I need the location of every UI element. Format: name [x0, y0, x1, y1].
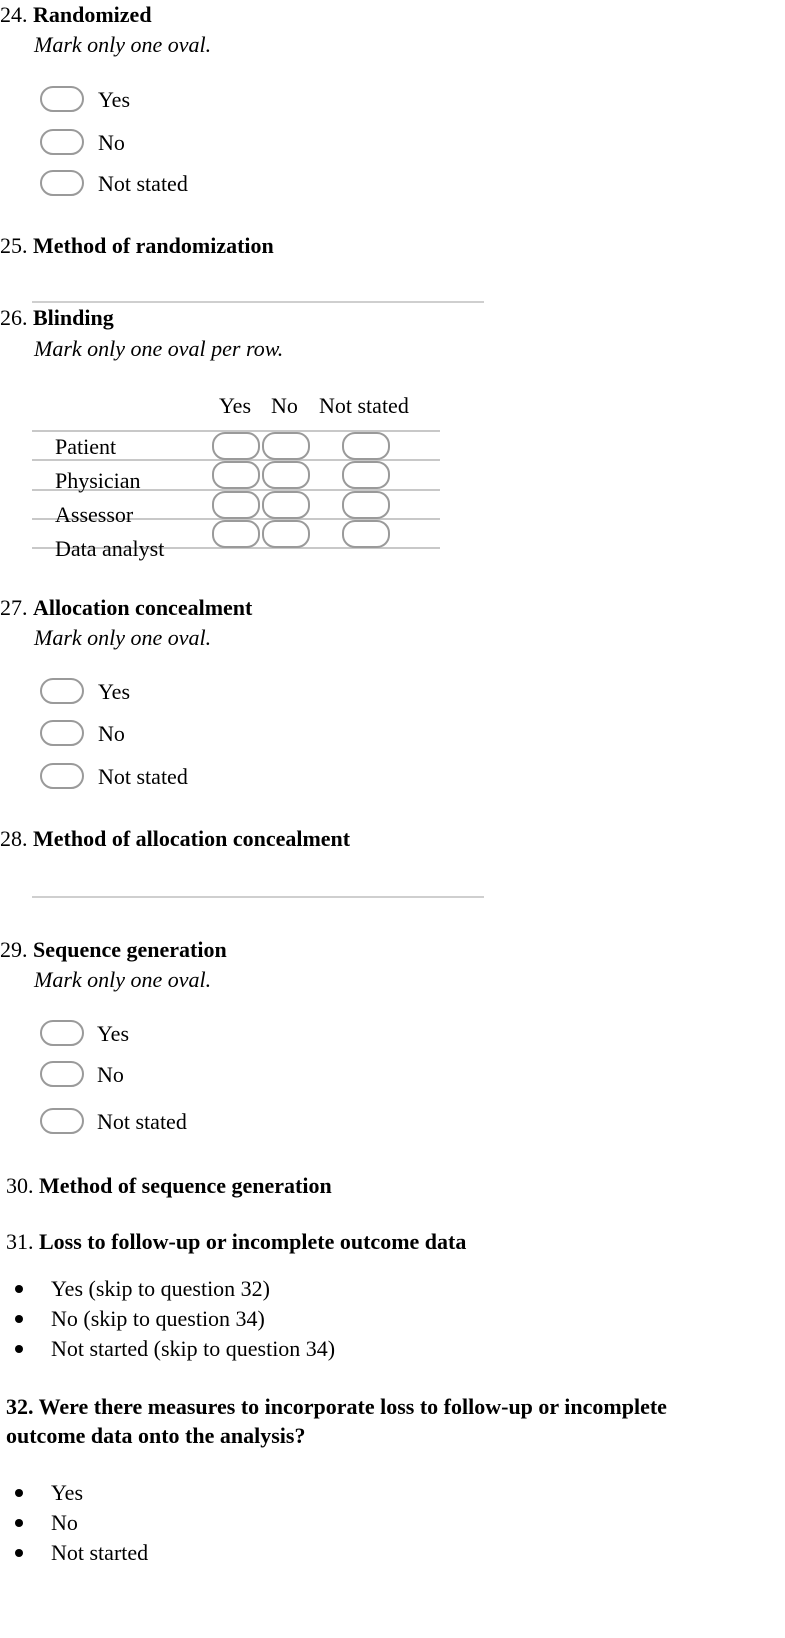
q27-label-yes: Yes [98, 679, 131, 704]
q32-title-line2: outcome data onto the analysis? [6, 1423, 306, 1448]
bullet-icon [15, 1519, 23, 1527]
q26-assessor-no-oval[interactable] [262, 491, 310, 519]
q26-title [0, 305, 114, 331]
q26-number: 26. [0, 305, 28, 330]
q31-label: Loss to follow-up or incomplete outcome data [39, 1229, 467, 1254]
q32-title-line1: 32. Were there measures to incorporate loss to follow-up or incomplete [6, 1394, 667, 1419]
q31-option-no: No (skip to question 34) [51, 1306, 265, 1331]
q26-row-patient: Patient [55, 434, 117, 459]
q26-row-assessor: Assessor [55, 502, 134, 527]
q26-col-not-stated: Not stated [319, 393, 409, 418]
q26-label: Blinding [33, 305, 114, 330]
q30-title [6, 1173, 332, 1199]
q31-option-yes: Yes (skip to question 32) [51, 1276, 271, 1301]
q29-hint: Mark only one oval. [34, 967, 212, 992]
q28-number: 28. [0, 826, 28, 851]
q26-row-physician: Physician [55, 468, 141, 493]
bullet-icon [15, 1345, 23, 1353]
q27-number: 27. [0, 595, 28, 620]
q26-col-no: No [271, 393, 298, 418]
q29-label-not-stated: Not stated [97, 1109, 187, 1134]
q24-label-no: No [98, 130, 125, 155]
q28-title [0, 826, 350, 852]
q24-oval-not-stated[interactable] [40, 170, 84, 196]
q32-option-not-started: Not started [51, 1540, 149, 1565]
q27-title [0, 595, 252, 621]
q29-oval-yes[interactable] [40, 1020, 84, 1046]
q26-col-yes: Yes [219, 393, 252, 418]
q24-label-not-stated: Not stated [98, 171, 188, 196]
q31-title [6, 1229, 466, 1255]
q31-option-not-started: Not started (skip to question 34) [51, 1336, 336, 1361]
q24-number: 24. [0, 2, 28, 27]
q27-label-no: No [98, 721, 125, 746]
q25-number: 25. [0, 233, 28, 258]
q26-physician-yes-oval[interactable] [212, 461, 260, 489]
q26-physician-not-stated-oval[interactable] [342, 461, 390, 489]
q29-oval-not-stated[interactable] [40, 1108, 84, 1134]
q26-row-data-analyst: Data analyst [55, 536, 165, 561]
q26-patient-yes-oval[interactable] [212, 432, 260, 460]
q26-assessor-not-stated-oval[interactable] [342, 491, 390, 519]
q27-oval-yes[interactable] [40, 678, 84, 704]
bullet-icon [15, 1285, 23, 1293]
q28-answer-line[interactable] [32, 896, 484, 898]
q24-title [0, 2, 152, 28]
q27-label: Allocation concealment [33, 595, 253, 620]
q29-oval-no[interactable] [40, 1061, 84, 1087]
q28-label: Method of allocation concealment [33, 826, 351, 851]
bullet-icon [15, 1549, 23, 1557]
q29-number: 29. [0, 937, 28, 962]
q27-hint: Mark only one oval. [34, 625, 212, 650]
q26-data-analyst-no-oval[interactable] [262, 520, 310, 548]
q24-oval-yes[interactable] [40, 86, 84, 112]
q24-label: Randomized [33, 2, 152, 27]
q25-label: Method of randomization [33, 233, 274, 258]
q30-label: Method of sequence generation [39, 1173, 332, 1198]
q29-label: Sequence generation [33, 937, 227, 962]
q26-patient-not-stated-oval[interactable] [342, 432, 390, 460]
q29-label-no: No [97, 1062, 124, 1087]
q25-title [0, 233, 274, 259]
q29-label-yes: Yes [97, 1021, 130, 1046]
q24-hint: Mark only one oval. [34, 32, 212, 57]
q27-oval-not-stated[interactable] [40, 763, 84, 789]
q31-number: 31. [6, 1229, 34, 1254]
q24-oval-no[interactable] [40, 129, 84, 155]
q30-number: 30. [6, 1173, 34, 1198]
q25-answer-line[interactable] [32, 301, 484, 303]
q32-option-yes: Yes [51, 1480, 84, 1505]
q29-title [0, 937, 227, 963]
q24-label-yes: Yes [98, 87, 131, 112]
q27-label-not-stated: Not stated [98, 764, 188, 789]
q26-assessor-yes-oval[interactable] [212, 491, 260, 519]
q26-physician-no-oval[interactable] [262, 461, 310, 489]
bullet-icon [15, 1315, 23, 1323]
q26-patient-no-oval[interactable] [262, 432, 310, 460]
q27-oval-no[interactable] [40, 720, 84, 746]
q26-data-analyst-not-stated-oval[interactable] [342, 520, 390, 548]
bullet-icon [15, 1489, 23, 1497]
q26-hint: Mark only one oval per row. [34, 336, 284, 361]
q26-data-analyst-yes-oval[interactable] [212, 520, 260, 548]
q32-option-no: No [51, 1510, 78, 1535]
